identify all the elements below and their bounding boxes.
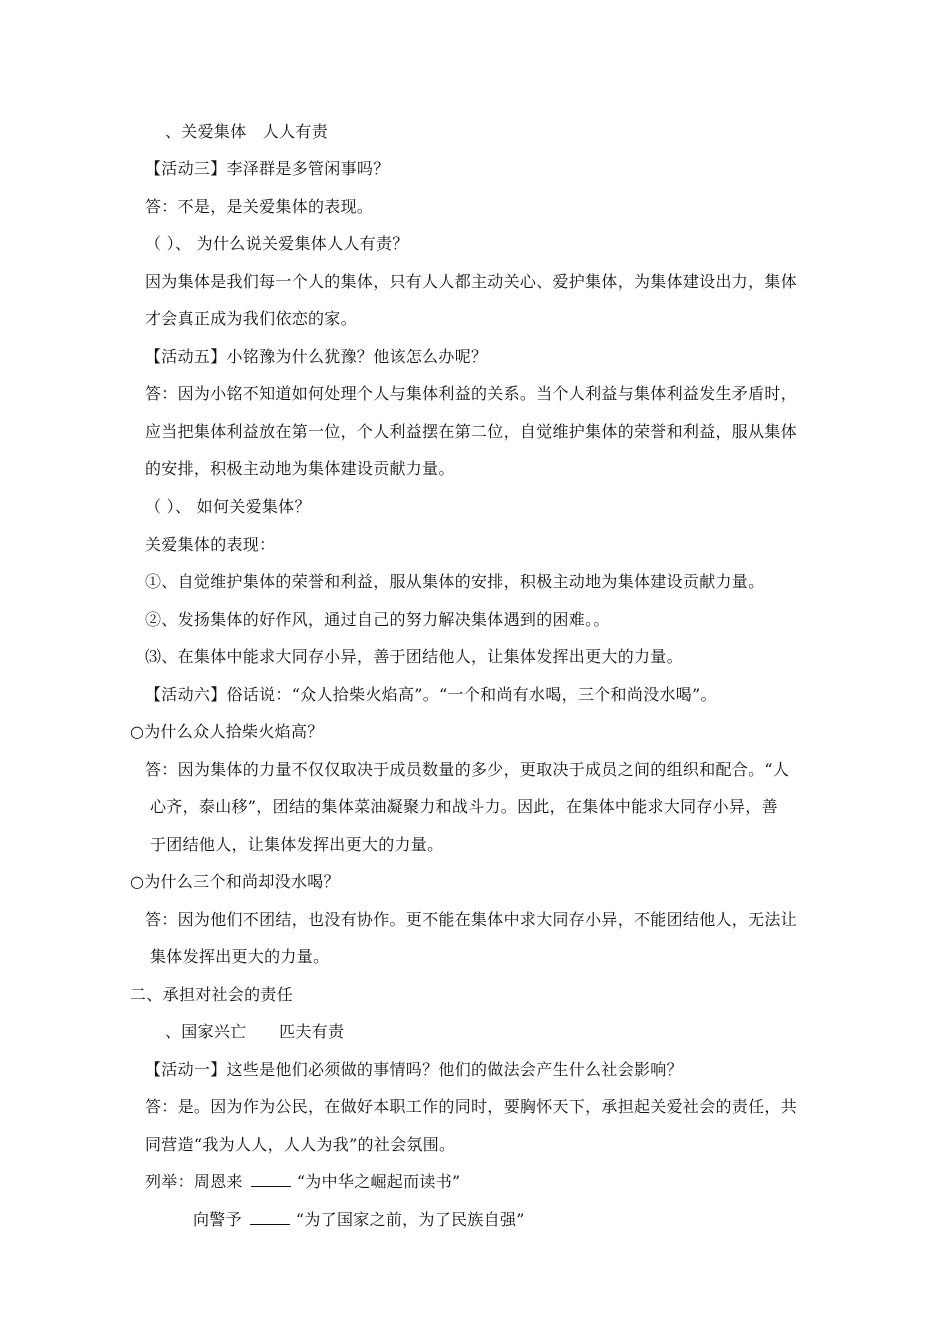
sub-question: ○为什么众人拾柴火焰高？ [130, 722, 324, 741]
paragraph-line: 因为集体是我们每一个人的集体，只有人人都主动关心、爱护集体，为集体建设出力，集体 [145, 272, 798, 291]
question-heading: （ ）、 为什么说关爱集体人人有责？ [145, 234, 409, 253]
paragraph-line: 集体发挥出更大的力量。 [150, 947, 330, 966]
activity-one-prompt: 【活动一】这些是他们必须做的事情吗？他们的做法会产生什么社会影响？ [145, 1060, 683, 1079]
example-person: 向警予 [193, 1210, 242, 1229]
fill-blank [251, 1172, 291, 1187]
sub-question: ○为什么三个和尚却没水喝？ [130, 872, 340, 891]
paragraph-line: 应当把集体利益放在第一位，个人利益摆在第二位，自觉维护集体的荣誉和利益，服从集体 [145, 422, 798, 441]
paragraph-line: 的安排，积极主动地为集体建设贡献力量。 [145, 459, 455, 478]
activity-five-prompt: 【活动五】小铭豫为什么犹豫？他该怎么办呢？ [145, 347, 488, 366]
answer-line: 答：因为他们不团结，也没有协作。更不能在集体中求大同存小异，不能团结他人，无法让 [145, 910, 798, 929]
activity-three-prompt: 【活动三】李泽群是多管闲事吗？ [145, 159, 390, 178]
paragraph-line: 心齐，泰山移”，团结的集体菜油凝聚力和战斗力。因此，在集体中能求大同存小异，善 [150, 797, 778, 816]
subsection-heading: 、国家兴亡 匹夫有责 [165, 1022, 345, 1041]
answer-line: 答：是。因为作为公民，在做好本职工作的同时，要胸怀天下，承担起关爱社会的责任，共 [145, 1097, 798, 1116]
paragraph-line: 同营造“我为人人，人人为我”的社会氛围。 [145, 1135, 456, 1154]
example-quote: “为中华之崛起而读书” [296, 1172, 461, 1191]
example-person: 周恩来 [193, 1172, 243, 1191]
answer-line: 答：不是，是关爱集体的表现。 [145, 197, 374, 216]
answer-line: 答：因为集体的力量不仅仅取决于成员数量的多少，更取决于成员之间的组织和配合。“人 [145, 760, 790, 779]
list-heading: 关爱集体的表现： [145, 535, 276, 554]
subsection-heading: 、关爱集体 人人有责 [165, 122, 329, 141]
fill-blank [250, 1210, 290, 1225]
example-intro: 列举： [145, 1172, 194, 1191]
answer-line: 答：因为小铭不知道如何处理个人与集体利益的关系。当个人利益与集体利益发生矛盾时， [145, 384, 798, 403]
question-heading: （ ）、 如何关爱集体？ [145, 497, 311, 516]
list-item: ⑶、在集体中能求大同存小异，善于团结他人，让集体发挥出更大的力量。 [145, 647, 683, 666]
example-row [145, 1172, 460, 1192]
list-item: ②、发扬集体的好作风，通过自己的努力解决集体遇到的困难。。 [145, 610, 610, 629]
list-item: ①、自觉维护集体的荣誉和利益，服从集体的安排，积极主动地为集体建设贡献力量。 [145, 572, 765, 591]
example-row [193, 1210, 525, 1230]
example-quote: “为了国家之前，为了民族自强” [295, 1210, 525, 1229]
paragraph-line: 才会真正成为我们依恋的家。 [145, 309, 357, 328]
paragraph-line: 于团结他人，让集体发挥出更大的力量。 [150, 835, 444, 854]
activity-six-prompt: 【活动六】俗话说：“众人拾柴火焰高”。“一个和尚有水喝，三个和尚没水喝”。 [145, 685, 717, 704]
section-heading: 二、承担对社会的责任 [130, 985, 294, 1004]
